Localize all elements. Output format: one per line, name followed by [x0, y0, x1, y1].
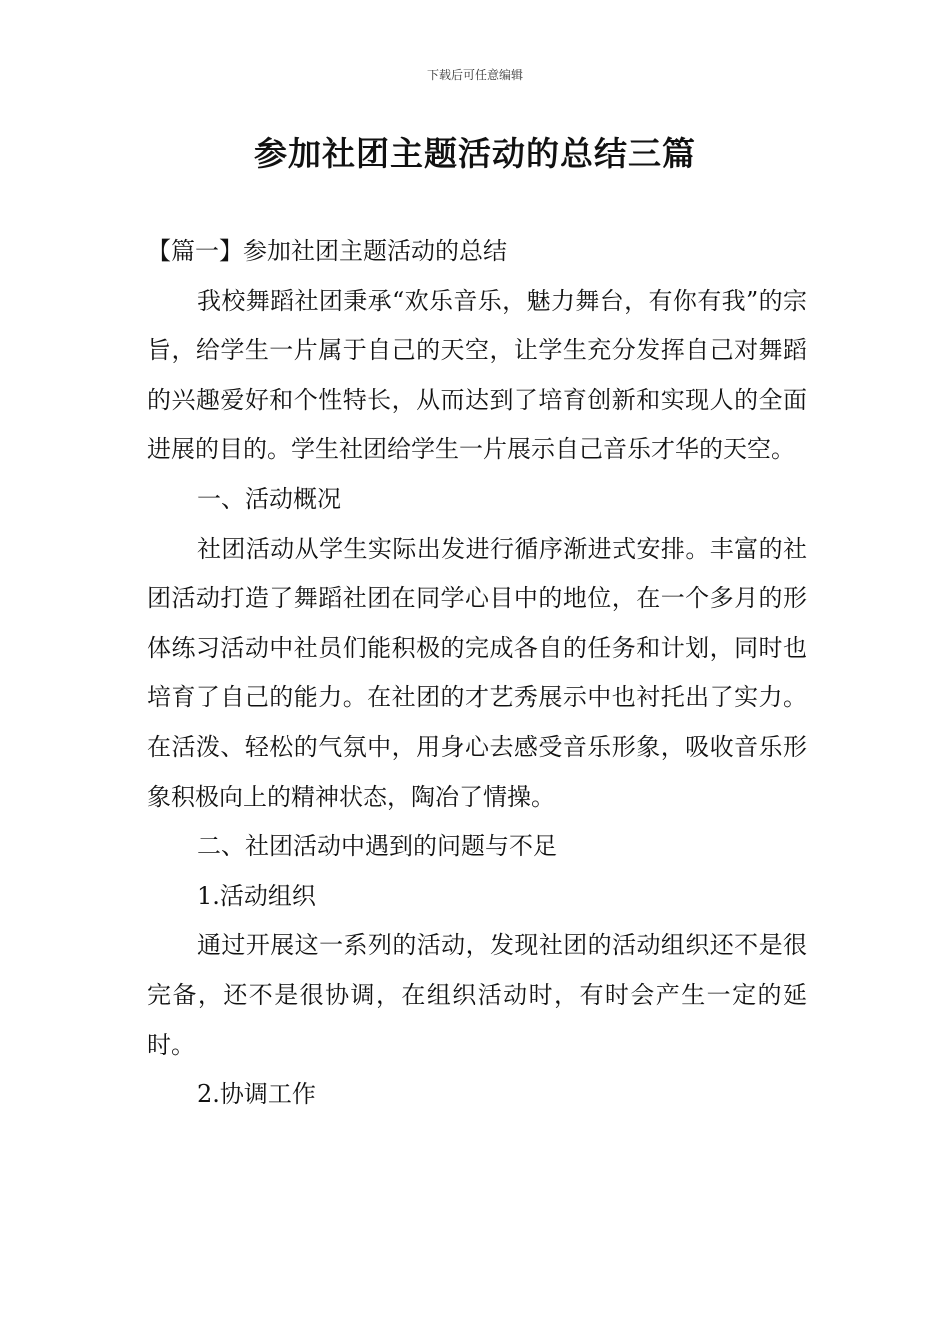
section-heading: 【篇一】参加社团主题活动的总结 — [147, 237, 507, 265]
subheading-activity-organization: 1.活动组织 — [197, 881, 316, 910]
heading-problems: 二、社团活动中遇到的问题与不足 — [197, 832, 557, 861]
document-title: 参加社团主题活动的总结三篇 — [254, 134, 696, 173]
header-note: 下载后可任意编辑 — [426, 68, 523, 82]
document-body — [147, 227, 807, 1120]
subheading-coordination: 2.协调工作 — [197, 1080, 316, 1109]
paragraph-intro: 我校舞蹈社团秉承“欢乐音乐，魅力舞台，有你有我”的宗旨，给学生一片属于自己的天空，让学生充分发挥自己对舞蹈的兴趣爱好和个性特长，从而达到了培育创新和实现人的全面进展的目的。学生社团给学生一片展示自己音乐才华的天空。 — [147, 286, 807, 464]
paragraph-activity-overview: 社团活动从学生实际出发进行循序渐进式安排。丰富的社团活动打造了舞蹈社团在同学心目中的地位，在一个多月的形体练习活动中社员们能积极的完成各自的任务和计划，同时也培育了自己的能力。在社团的才艺秀展示中也衬托出了实力。在活泼、轻松的气氛中，用身心去感受音乐形象，吸收音乐形象积极向上的精神状态，陶冶了情操。 — [147, 534, 807, 811]
heading-activity-overview: 一、活动概况 — [197, 484, 341, 513]
paragraph-activity-organization: 通过开展这一系列的活动，发现社团的活动组织还不是很完备，还不是很协调，在组织活动时，有时会产生一定的延时。 — [147, 931, 807, 1059]
